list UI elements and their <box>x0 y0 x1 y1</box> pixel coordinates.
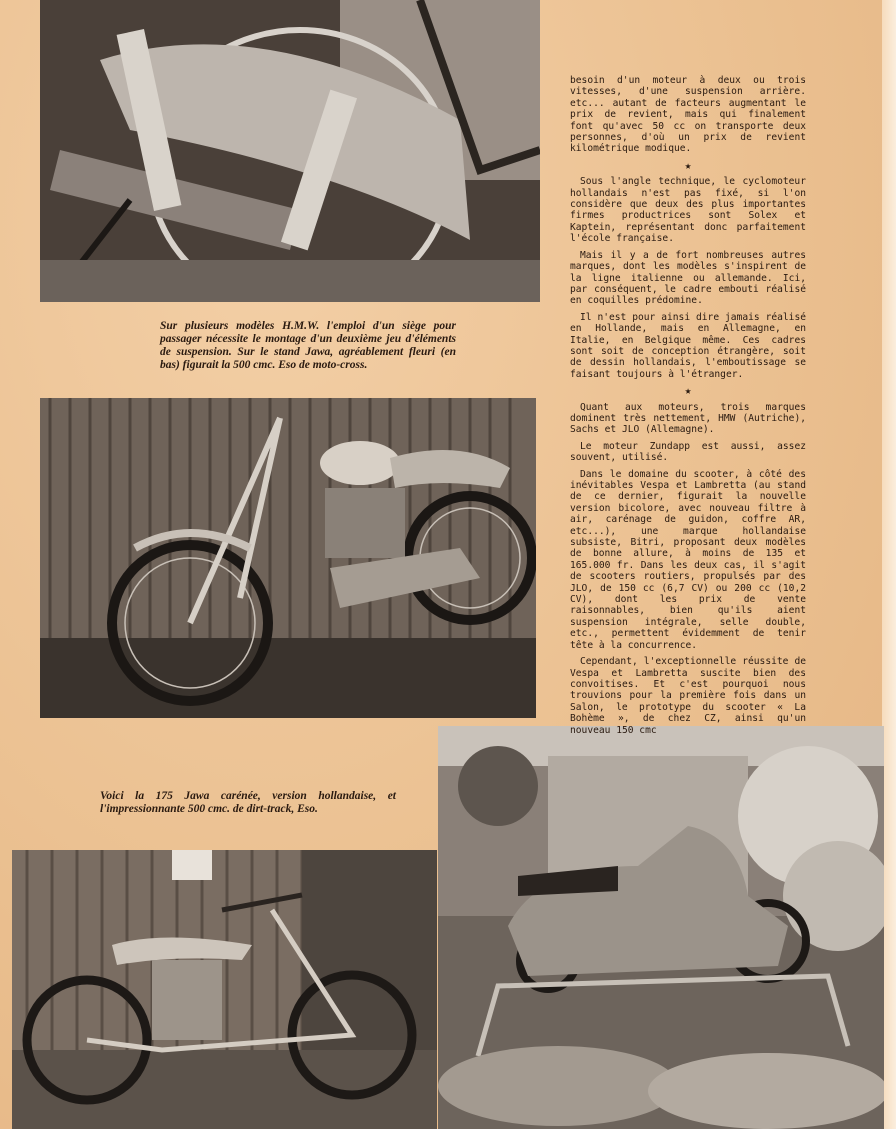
article-paragraph: besoin d'un moteur à deux ou trois vitesses, d'une suspension arrière. etc... autant de facteurs augmentant le prix de revient, mais qui finalement font qu'avec 50 cc on transporte deux personnes, d'où un prix de revient kilométrique modique. <box>570 75 806 155</box>
star-separator: ★ <box>684 384 692 398</box>
article-column <box>570 75 806 741</box>
article-paragraph: Mais il y a de fort nombreuses autres marques, dont les modèles s'inspirent de la ligne italienne ou allemande. Ici, par conséquent, le cadre embouti réalisé en coquilles prédomine. <box>570 249 806 307</box>
article-paragraph: Cependant, l'exceptionnelle réussite de Vespa et Lambretta suscite bien des convoitises. Et c'est pourquoi nous trouvions pour la première fois dans un Salon, le prototype du scooter « La Bohème », de chez CZ, ainsi qu'un nouveau 150 cmc <box>570 656 806 736</box>
photo-jawa-stand <box>438 726 884 1129</box>
caption-hmw: Sur plusieurs modèles H.M.W. l'emploi d'un siège pour passager nécessite le montage d'un deuxième jeu d'éléments de suspension. Sur le stand Jawa, agréablement fleuri (en bas) figurait la 500 cmc. Eso de moto-cross. <box>160 320 456 371</box>
article-paragraph: Le moteur Zundapp est aussi, assez souvent, utilisé. <box>570 440 806 464</box>
article-paragraph: Il n'est pour ainsi dire jamais réalisé en Hollande, mais en Allemagne, en Italie, en Belgique même. Ces cadres sont soit de conception étrangère, soit de dessin hollandais, l'emboutissage se faisant toujours à l'étranger. <box>570 311 806 380</box>
article-paragraph: Quant aux moteurs, trois marques dominent très nettement, HMW (Autriche), Sachs et JLO (Allemagne). <box>570 401 806 436</box>
photo-eso-motocross <box>40 398 536 718</box>
article-paragraph: Dans le domaine du scooter, à côté des inévitables Vespa et Lambretta (au stand de ce dernier, figurait la nouvelle version bicolore, avec nouveau filtre à air, carénage de guidon, coffre AR, etc...), une marque hollandaise subsiste, Bitri, proposant deux modèles de bonne allure, à moins de 135 et 165.000 fr. Dans les deux cas, il s'agit de scooters routiers, propulsés par des JLO, de 150 cc (6,7 CV) ou 200 cc (10,2 CV), dont les prix de vente raisonnables, bien qu'ils aient suspension intégrale, selle double, etc., permettent évidemment de tenir tête à la concurrence. <box>570 468 806 651</box>
article-paragraph: Sous l'angle technique, le cyclomoteur hollandais n'est pas fixé, si l'on considère que deux des plus importantes firmes productrices sont Solex et Kaptein, représentant donc parfaitement l'école française. <box>570 176 806 245</box>
star-separator: ★ <box>684 158 692 172</box>
photo-hmw-suspension <box>40 0 540 302</box>
page-edge <box>882 0 896 1129</box>
photo-eso-dirttrack <box>12 850 437 1129</box>
caption-jawa: Voici la 175 Jawa carénée, version hollandaise, et l'impressionnante 500 cmc. de dirt-track, Eso. <box>100 790 396 815</box>
